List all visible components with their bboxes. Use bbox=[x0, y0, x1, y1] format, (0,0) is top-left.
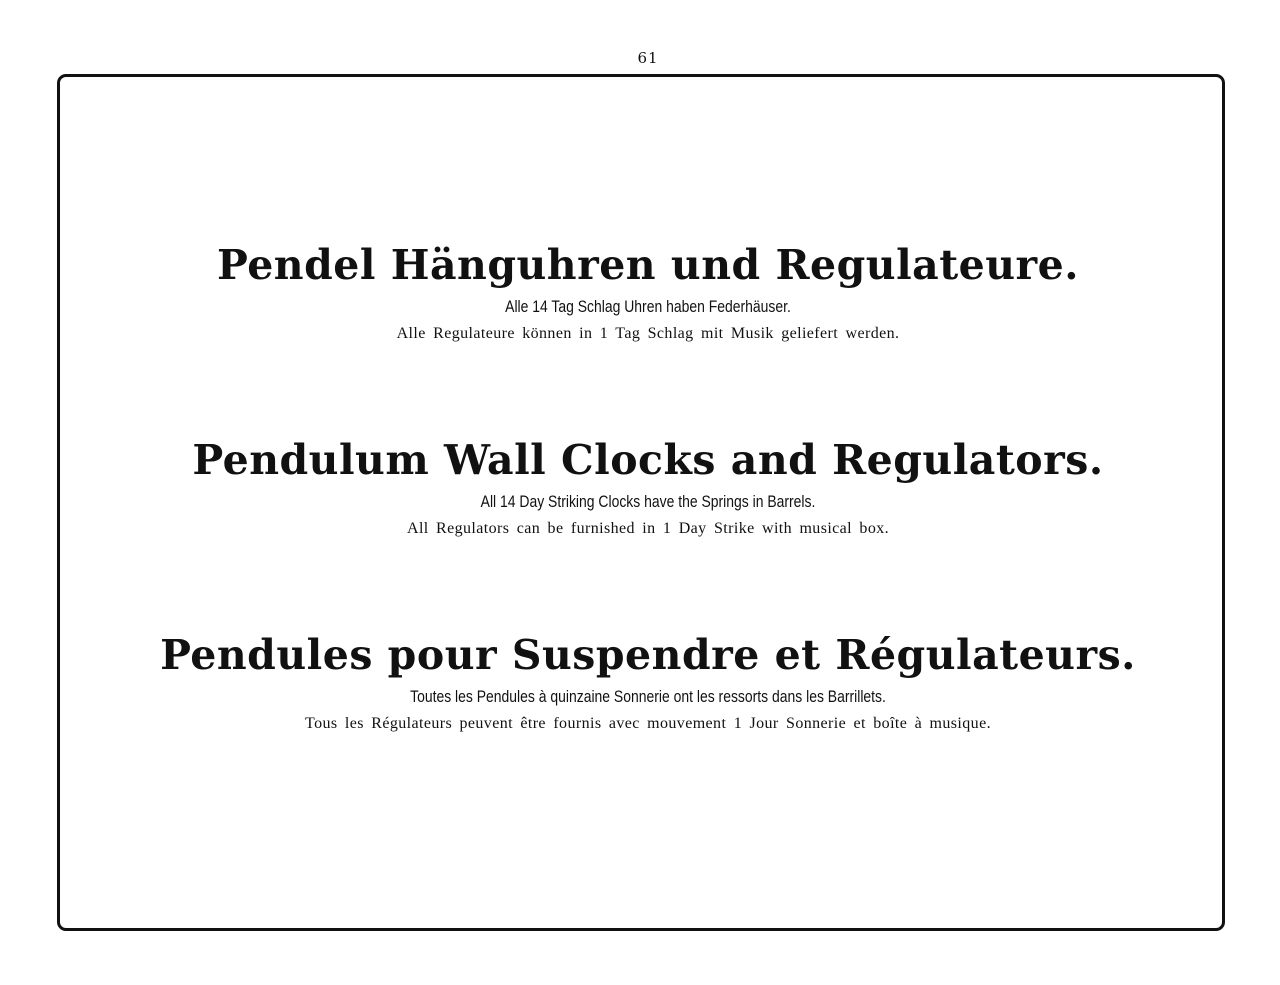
section-note-serif: Tous les Régulateurs peuvent être fournis avec mouvement 1 Jour Sonnerie et boîte à musique. bbox=[305, 715, 991, 732]
section-note-condensed: All 14 Day Striking Clocks have the Springs in Barrels. bbox=[480, 492, 816, 511]
page-number: 61 bbox=[637, 49, 659, 67]
section-english bbox=[0, 435, 1280, 539]
section-french bbox=[0, 630, 1280, 734]
section-note-serif: All Regulators can be furnished in 1 Day Strike with musical box. bbox=[406, 520, 890, 537]
section-note-condensed: Alle 14 Tag Schlag Uhren haben Federhäuser. bbox=[505, 297, 791, 316]
section-german bbox=[0, 240, 1280, 344]
section-heading: Pendel Hänguhren und Regulateure. bbox=[216, 241, 1080, 289]
section-heading: Pendules pour Suspendre et Régulateurs. bbox=[160, 631, 1136, 679]
section-note-serif: Alle Regulateure können in 1 Tag Schlag mit Musik geliefert werden. bbox=[396, 325, 900, 342]
section-heading: Pendulum Wall Clocks and Regulators. bbox=[192, 436, 1104, 484]
section-note-condensed: Toutes les Pendules à quinzaine Sonnerie ont les ressorts dans les Barrillets. bbox=[410, 687, 886, 706]
